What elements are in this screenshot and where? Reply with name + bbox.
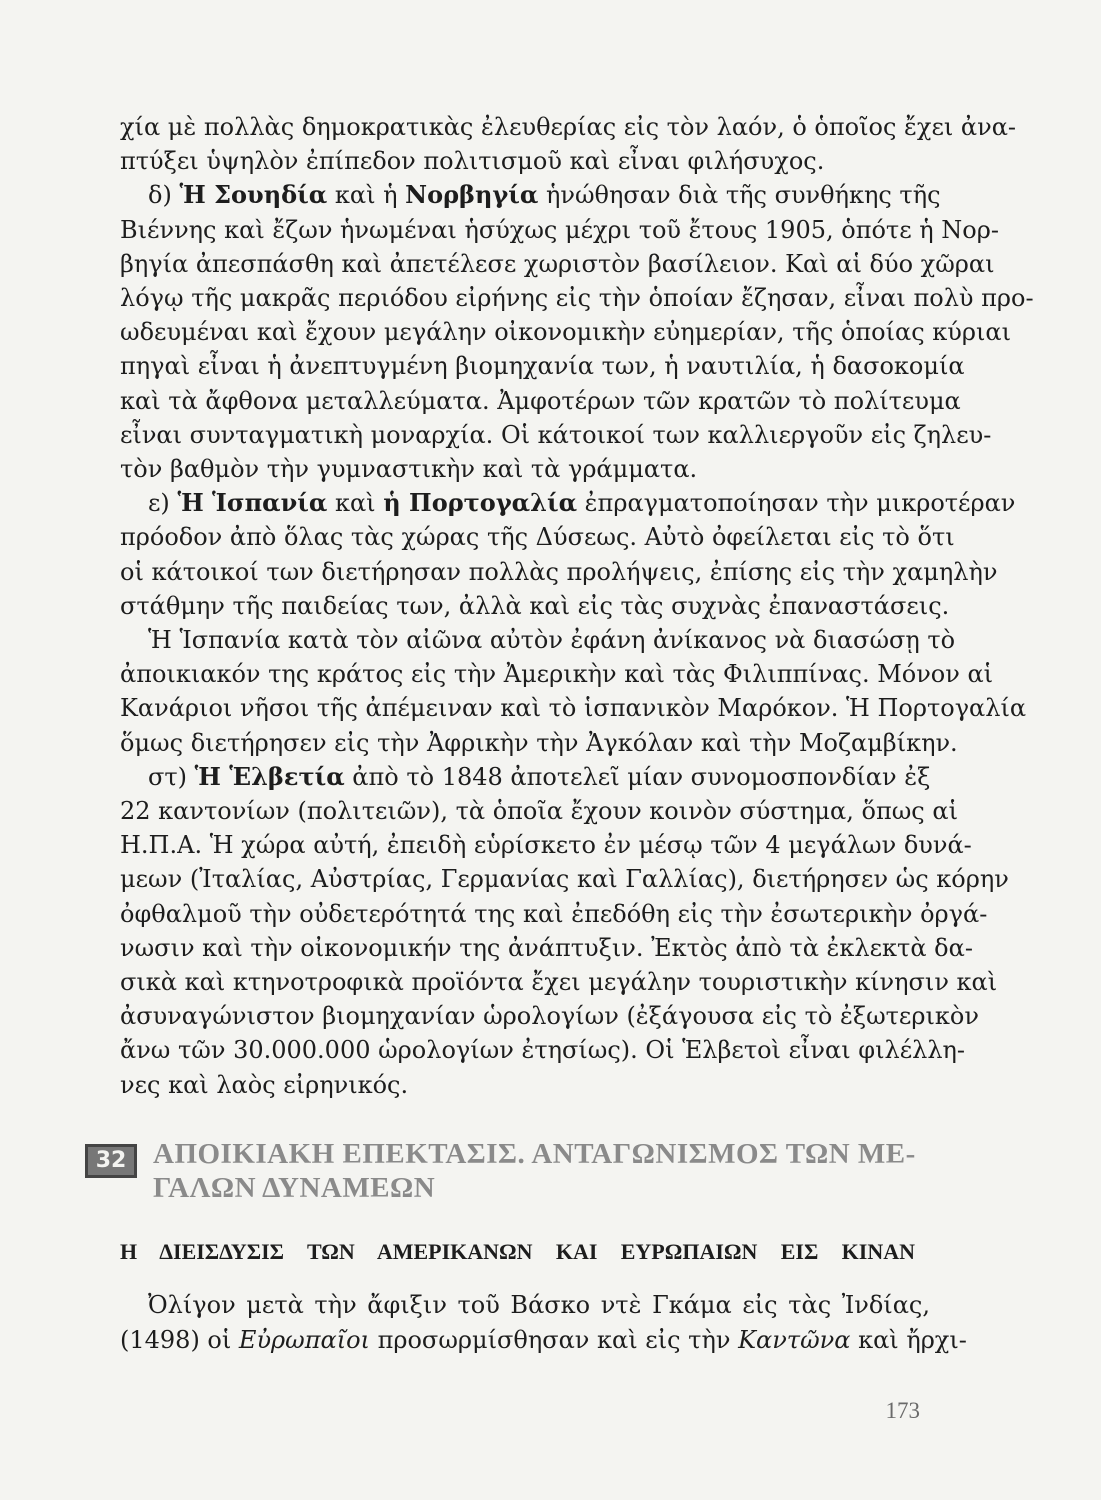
text-line: [120, 693, 1027, 723]
text-line: [120, 283, 1034, 313]
text-run: ἐπραγματοποίησαν τὴν μικροτέραν: [577, 489, 1016, 518]
subheading: Η ΔΙΕΙΣΔΥΣΙΣ ΤΩΝ ΑΜΕΡΙΚΑΝΩΝ ΚΑΙ ΕΥΡΩΠΑΙΩΝ ΕΙΣ ΚΙΝΑΝ: [120, 1239, 915, 1264]
text-run: νωσιν καὶ τὴν οἰκονομικήν της ἀνάπτυξιν. Ἐκτὸς ἀπὸ τὰ ἐκλεκτὰ δα-: [120, 933, 973, 962]
text-line: [120, 112, 1017, 142]
text-run: ωδευμέναι καὶ ἔχουν μεγάλην οἰκονομικὴν εὐημερίαν, τῆς ὁποίας κύριαι: [120, 318, 1011, 347]
text-run: ἀποικιακόν της κράτος εἰς τὴν Ἀμερικὴν καὶ τὰς Φιλιππίνας. Μόνον αἱ: [120, 660, 994, 689]
text-run: ἀσυναγώνιστον βιομηχανίαν ὡρολογίων (ἐξάγουσα εἰς τὸ ἐξωτερικὸν: [120, 1002, 979, 1031]
text-run: βηγία ἀπεσπάσθη καὶ ἀπετέλεσε χωριστὸν βασίλειον. Καὶ αἱ δύο χῶραι: [120, 249, 995, 278]
text-run: ὅμως διετήρησεν εἰς τὴν Ἀφρικὴν τὴν Ἀγκόλαν καὶ τὴν Μοζαμβίκην.: [120, 728, 958, 757]
text-line: [120, 1035, 966, 1065]
text-line: [120, 967, 998, 997]
text-line: [120, 351, 965, 381]
text-run: δ): [148, 181, 180, 210]
text-line: [120, 488, 1016, 518]
text-line: [120, 386, 961, 416]
text-run: σικὰ καὶ κτηνοτροφικὰ προϊόντα ἔχει μεγάλην τουριστικὴν κίνησιν καὶ: [120, 968, 998, 996]
text-run: Ἡ Ἱσπανία κατὰ τὸν αἰῶνα αὐτὸν ἐφάνη ἀνίκανος νὰ διασώσῃ τὸ: [148, 626, 956, 654]
text-line: [120, 796, 958, 826]
text-run: ε): [148, 489, 178, 518]
text-run: εἶναι συνταγματικὴ μοναρχία. Οἱ κάτοικοί των καλλιεργοῦν εἰς ζηλευ-: [120, 420, 992, 449]
page-number: 173: [885, 1398, 920, 1423]
text-run: τὸν βαθμὸν τὴν γυμναστικὴν καὶ τὰ γράμματα.: [120, 455, 698, 483]
text-run: στάθμην τῆς παιδείας των, ἀλλὰ καὶ εἰς τὰς συχνὰς ἐπαναστάσεις.: [120, 591, 950, 620]
text-line: [120, 591, 950, 621]
text-line: [120, 762, 930, 792]
bold-term: Ἡ Ἑλβετία: [194, 761, 345, 791]
text-line: [120, 1290, 930, 1320]
text-run: καὶ τὰ ἄφθονα μεταλλεύματα. Ἀμφοτέρων τῶν κρατῶν τὸ πολίτευμα: [120, 386, 961, 415]
text-line: [120, 728, 958, 758]
text-line: [120, 215, 999, 245]
text-run: Η.Π.Α. Ἡ χώρα αὐτή, ἐπειδὴ εὑρίσκετο ἐν μέσῳ τῶν 4 μεγάλων δυνά-: [120, 831, 972, 860]
text-run: Βιέννης καὶ ἔζων ἡνωμέναι ἡσύχως μέχρι τοῦ ἔτους 1905, ὁπότε ἡ Νορ-: [120, 215, 999, 244]
text-line: [120, 557, 998, 587]
text-run: οἱ κάτοικοί των διετήρησαν πολλὰς προλήψεις, ἐπίσης εἰς τὴν χαμηλὴν: [120, 557, 998, 586]
text-line: [120, 1325, 967, 1355]
text-line: [120, 625, 956, 655]
text-run: νες καὶ λαὸς εἰρηνικός.: [120, 1070, 409, 1099]
text-line: [120, 1070, 930, 1100]
text-line: [120, 146, 930, 176]
text-run: προσωρμίσθησαν καὶ εἰς τὴν: [369, 1325, 739, 1354]
text-line: [120, 933, 973, 963]
text-run: 22 καντονίων (πολιτειῶν), τὰ ὁποῖα ἔχουν κοινὸν σύστημα, ὅπως αἱ: [120, 797, 958, 825]
text-run: καὶ: [327, 489, 384, 518]
section-title-line-1: ΑΠΟΙΚΙΑΚΗ ΕΠΕΚΤΑΣΙΣ. ΑΝΤΑΓΩΝΙΣΜΟΣ ΤΩΝ ΜΕ-: [153, 1138, 916, 1170]
text-run: λόγῳ τῆς μακρᾶς περιόδου εἰρήνης εἰς τὴν ὁποίαν ἔζησαν, εἶναι πολὺ προ-: [120, 284, 1034, 312]
text-run: στ): [148, 762, 195, 791]
text-run: (1498) οἱ: [120, 1325, 239, 1354]
text-line: [120, 522, 955, 552]
bold-term: Νορβηγία: [405, 180, 539, 210]
text-run: πτύξει ὑψηλὸν ἐπίπεδον πολιτισμοῦ καὶ εἶναι φιλήσυχος.: [120, 147, 825, 176]
text-run: ἄνω τῶν 30.000.000 ὡρολογίων ἐτησίως). Οἱ Ἑλβετοὶ εἶναι φιλέλλη-: [120, 1036, 966, 1065]
section-header: [85, 1137, 945, 1217]
text-line: [120, 830, 972, 860]
section-number-badge: 32: [85, 1144, 137, 1178]
text-line: [120, 180, 941, 210]
text-run: καὶ ἡ: [327, 181, 406, 210]
bold-term: ἡ Πορτογαλία: [383, 488, 578, 518]
bold-term: Ἡ Σουηδία: [179, 180, 328, 210]
italic-term: Καντῶνα: [738, 1325, 851, 1354]
text-line: [120, 1001, 979, 1031]
text-run: χία μὲ πολλὰς δημοκρατικὰς ἐλευθερίας εἰς τὸν λαόν, ὁ ὁποῖος ἔχει ἀνα-: [120, 113, 1017, 141]
text-run: πηγαὶ εἶναι ἡ ἀνεπτυγμένη βιομηχανία των, ἡ ναυτιλία, ἡ δασοκομία: [120, 352, 965, 381]
text-line: [120, 864, 1009, 894]
italic-term: Εὐρωπαῖοι: [238, 1325, 370, 1354]
section-title-line-2: ΓΑΛΩΝ ΔΥΝΑΜΕΩΝ: [153, 1172, 436, 1204]
text-line: [120, 454, 930, 484]
text-run: ἡνώθησαν διὰ τῆς συνθήκης τῆς: [538, 181, 941, 210]
bold-term: Ἡ Ἱσπανία: [177, 488, 328, 518]
text-line: [120, 317, 1011, 347]
text-run: Ὀλίγον μετὰ τὴν ἄφιξιν τοῦ Βάσκο ντὲ Γκάμα εἰς τὰς Ἰνδίας,: [148, 1291, 930, 1319]
text-run: μεων (Ἰταλίας, Αὐστρίας, Γερμανίας καὶ Γαλλίας), διετήρησεν ὡς κόρην: [120, 865, 1009, 894]
text-line: [120, 899, 988, 929]
text-run: Κανάριοι νῆσοι τῆς ἀπέμειναν καὶ τὸ ἱσπανικὸν Μαρόκον. Ἡ Πορτογαλία: [120, 694, 1027, 723]
text-line: [120, 249, 995, 279]
text-run: ἀπὸ τὸ 1848 ἀποτελεῖ μίαν συνομοσπονδίαν ἐξ: [344, 762, 931, 791]
text-line: [120, 659, 994, 689]
text-run: καὶ ἤρχι-: [850, 1325, 967, 1354]
text-run: πρόοδον ἀπὸ ὅλας τὰς χώρας τῆς Δύσεως. Αὐτὸ ὀφείλεται εἰς τὸ ὅτι: [120, 523, 955, 552]
text-line: [120, 420, 992, 450]
text-run: ὀφθαλμοῦ τὴν οὐδετερότητά της καὶ ἐπεδόθη εἰς τὴν ἐσωτερικὴν ὀργά-: [120, 899, 988, 928]
